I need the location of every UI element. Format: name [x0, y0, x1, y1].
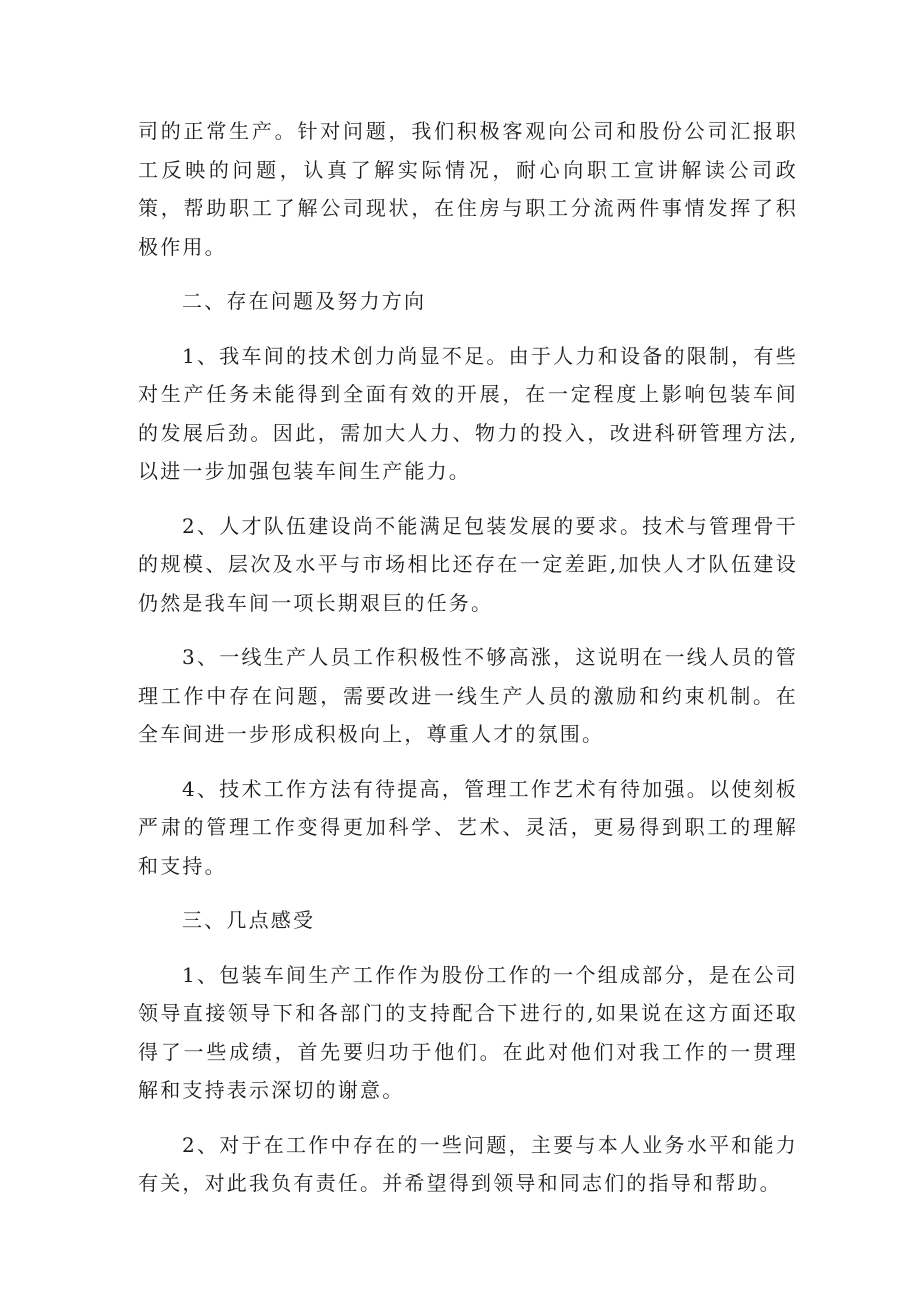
document-body: [138, 112, 798, 1203]
paragraph-gap: [138, 940, 798, 956]
paragraph-gap: [138, 754, 798, 770]
paragraph-gap: [138, 622, 798, 638]
paragraph-feeling-2: 2、对于在工作中存在的一些问题，主要与本人业务水平和能力有关，对此我负有责任。并希望得到领导和同志们的指导和帮助。: [138, 1132, 798, 1195]
section-heading-problems: 二、存在问题及努力方向: [182, 289, 427, 313]
paragraph-continuation: 司的正常生产。针对问题，我们积极客观向公司和股份公司汇报职工反映的问题，认真了解实际情况，耐心向职工宣讲解读公司政策，帮助职工了解公司现状，在住房与职工分流两件事情发挥了积极作用。: [138, 119, 798, 259]
paragraph-gap: [138, 321, 798, 337]
paragraph-problem-2: 2、人才队伍建设尚不能满足包装发展的要求。技术与管理骨干的规模、层次及水平与市场相比还存在一定差距,加快人才队伍建设仍然是我车间一项长期艰巨的任务。: [138, 513, 798, 615]
paragraph-gap: [138, 885, 798, 901]
paragraph-gap: [138, 491, 798, 507]
paragraph-gap: [138, 1110, 798, 1126]
paragraph-gap: [138, 266, 798, 282]
paragraph-feeling-1: 1、包装车间生产工作作为股份工作的一个组成部分，是在公司领导直接领导下和各部门的支持配合下进行的,如果说在这方面还取得了一些成绩，首先要归功于他们。在此对他们对我工作的一贯理解和支持表示深切的谢意。: [138, 962, 798, 1102]
paragraph-problem-4: 4、技术工作方法有待提高，管理工作艺术有待加强。以使刻板严肃的管理工作变得更加科学、艺术、灵活，更易得到职工的理解和支持。: [138, 776, 798, 878]
paragraph-problem-3: 3、一线生产人员工作积极性不够高涨，这说明在一线人员的管理工作中存在问题，需要改进一线生产人员的激励和约束机制。在全车间进一步形成积极向上，尊重人才的氛围。: [138, 645, 798, 746]
section-heading-feelings: 三、几点感受: [182, 908, 316, 932]
paragraph-problem-1: 1、我车间的技术创力尚显不足。由于人力和设备的限制，有些对生产任务未能得到全面有效的开展，在一定程度上影响包装车间的发展后劲。因此，需加大人力、物力的投入，改进科研管理方法,以进一步加强包装车间生产能力。: [138, 343, 798, 483]
